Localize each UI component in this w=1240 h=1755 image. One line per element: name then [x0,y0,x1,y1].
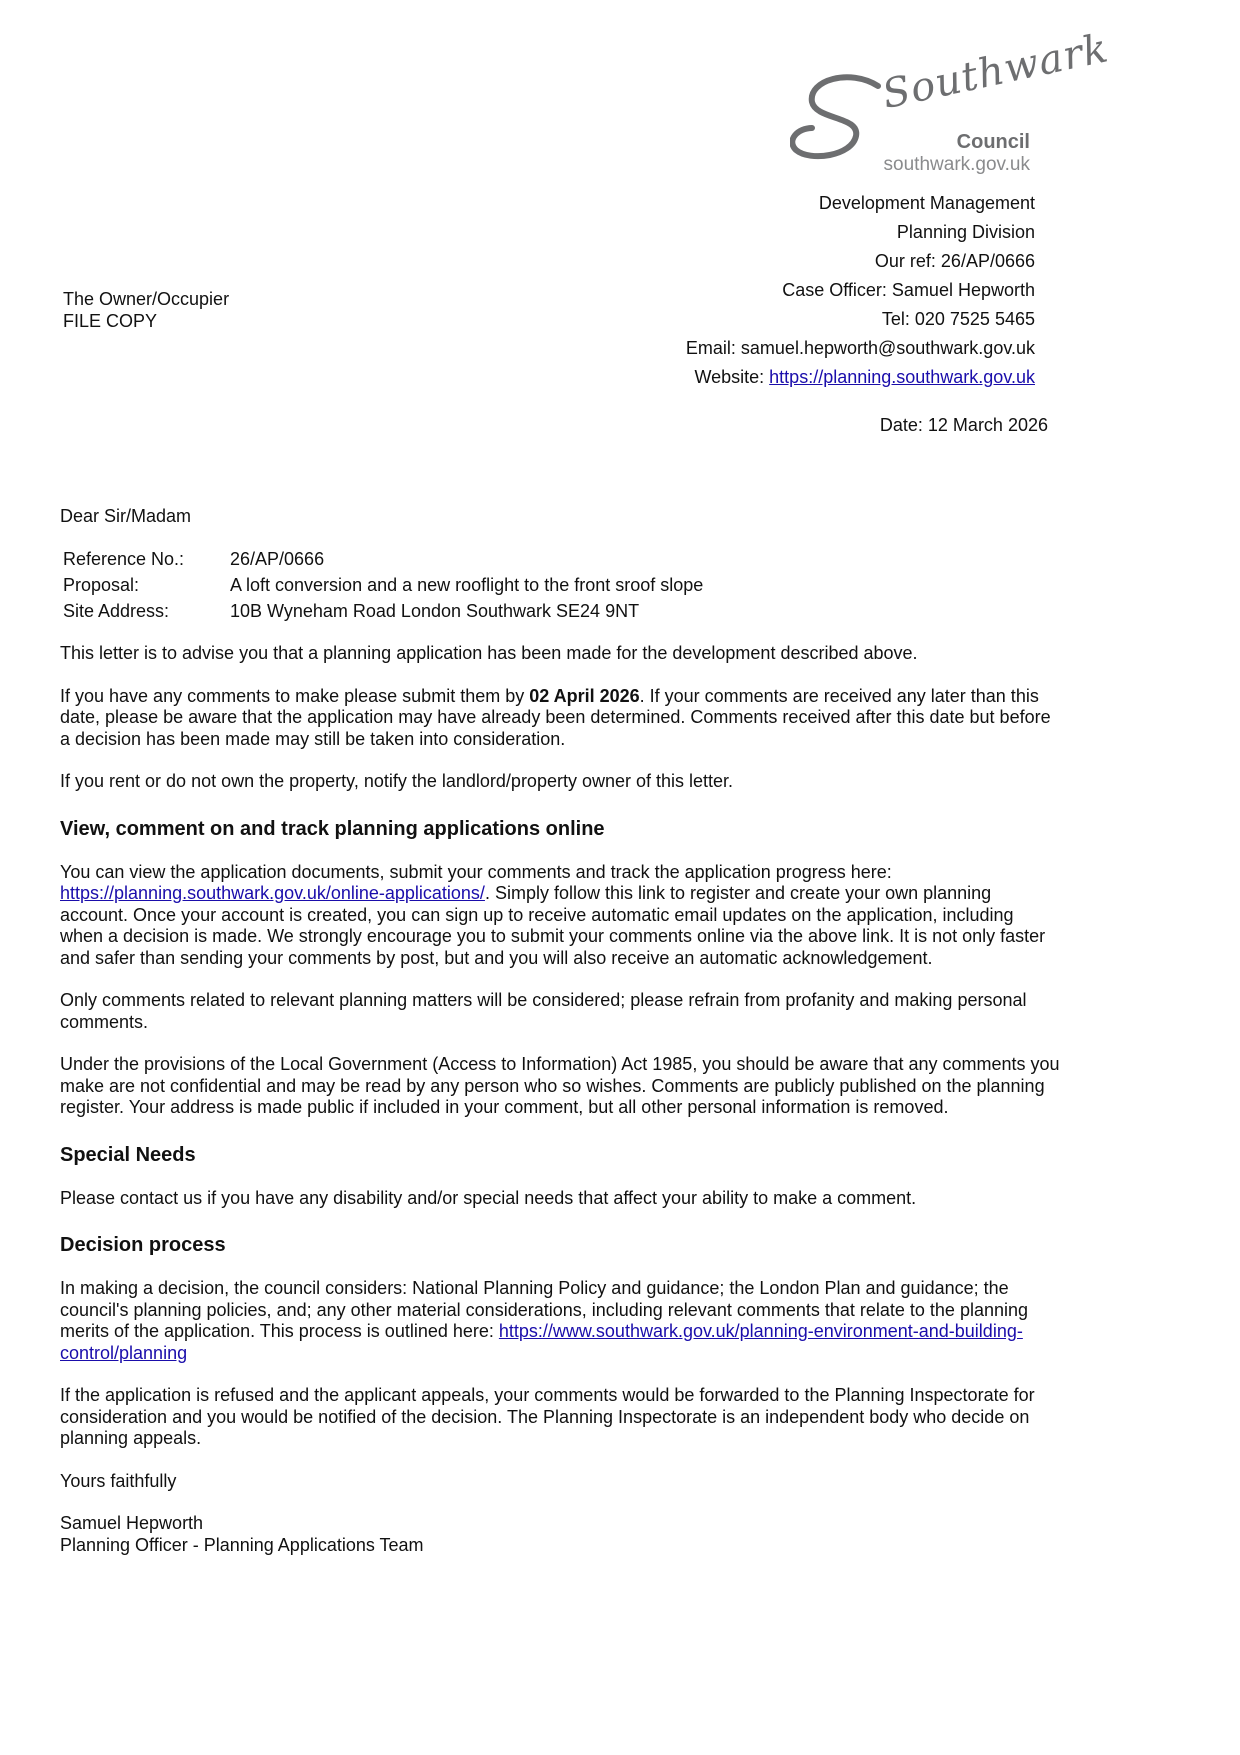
proposal-row [63,575,703,601]
reference-row [63,549,703,575]
letter-date: Date: 12 March 2026 [879,415,1048,435]
comments-intro: If you have any comments to make please submit them by [60,685,530,706]
letter-body [60,506,1060,1556]
site-address-label: Site Address: [63,601,170,621]
salutation: Dear Sir/Madam [60,506,192,526]
addressee-line-1: The Owner/Occupier [63,289,230,309]
addressee-line-2: FILE COPY [63,311,158,331]
decision-heading: Decision process [60,1234,226,1256]
reference-value: 26/AP/0666 [230,549,325,569]
special-needs-paragraph: Please contact us if you have any disability and/or special needs that affect your ability to make a comment. [60,1187,917,1208]
proposal-value: A loft conversion and a new rooflight to the front sroof slope [230,575,704,595]
reference-table [63,549,703,627]
online-details: . Simply follow this link to register and create your own planning account. Once your account is created, you can sign up to receive automatic email updates on the application, including when a decision is made. We strongly encourage you to submit your comments online via the above link. It is not only faster and safer than sending your comments by post, but and you will also receive an automatic acknowledgement. [60,883,1046,968]
rent-paragraph: If you rent or do not own the property, notify the landlord/property owner of this letter. [60,771,734,791]
special-needs-heading: Special Needs [60,1143,196,1166]
logo-url-text: southwark.gov.uk [883,154,1030,175]
online-heading: View, comment on and track planning applications online [60,817,605,840]
online-intro: You can view the application documents, submit your comments and track the application progress here: [60,861,892,882]
site-address-row [63,601,703,627]
sender-division: Planning Division [896,222,1035,242]
proposal-label: Proposal: [63,575,140,595]
site-address-value: 10B Wyneham Road London Southwark SE24 9NT [230,601,640,621]
online-paragraph-1 [60,862,1060,970]
valediction: Yours faithfully [60,1470,177,1491]
online-paragraph-3: Under the provisions of the Local Government (Access to Information) Act 1985, you should be aware that any comments you make are not confidential and may be read by any person who so wishes. Comments are publicly published on the planning register. Your address is made public if included in your comment, but all other personal information is removed. [60,1054,1060,1117]
online-paragraph-2: Only comments related to relevant planning matters will be considered; please refrain from profanity and making personal comments. [60,990,1027,1032]
comments-deadline: 02 April 2026 [529,685,640,706]
southwark-council-logo [790,25,1113,178]
decision-intro: In making a decision, the council considers: National Planning Policy and guidance; the London Plan and guidance; the council's planning policies, and; any other material considerations, including relevant comments that relate to the planning merits of the application. This process is outlined here: [60,1278,1029,1341]
advise-paragraph: This letter is to advise you that a planning application has been made for the development described above. [60,643,918,663]
online-applications-link[interactable]: https://planning.southwark.gov.uk/online-applications/ [60,883,485,903]
website-label: Website: [694,367,770,387]
website-line [686,363,1035,392]
reference-label: Reference No.: [63,549,185,569]
planning-process-link[interactable]: https://www.southwark.gov.uk/planning-environment-and-building-control/planning [60,1321,1023,1363]
signatory-name: Samuel Hepworth [60,1513,204,1533]
case-officer: Case Officer: Samuel Hepworth [782,280,1035,300]
signatory-title: Planning Officer - Planning Applications Team [60,1534,424,1555]
decision-paragraph-1 [60,1278,1060,1364]
our-reference: Our ref: 26/AP/0666 [874,251,1035,271]
sender-department: Development Management [818,193,1035,213]
website-link[interactable]: https://planning.southwark.gov.uk [769,367,1035,387]
comments-details: . If your comments are received any later than this date, please be aware that the application may have already been determined. Comments received after this date but before a decision has been made may still be taken into consideration. [60,685,1051,749]
logo-council-text: Council [956,131,1030,153]
decision-paragraph-2: If the application is refused and the applicant appeals, your comments would be forwarded to the Planning Inspectorate for consideration and you would be notified of the decision. The Planning Inspectorate is an independent body who decide on planning appeals. [60,1385,1035,1448]
email: Email: samuel.hepworth@southwark.gov.uk [685,338,1035,358]
comments-deadline-paragraph [60,686,1060,751]
sender-block [686,189,1035,392]
logo-wordmark: Southwark [878,25,1113,118]
telephone: Tel: 020 7525 5465 [881,309,1035,329]
addressee-block [63,288,229,332]
